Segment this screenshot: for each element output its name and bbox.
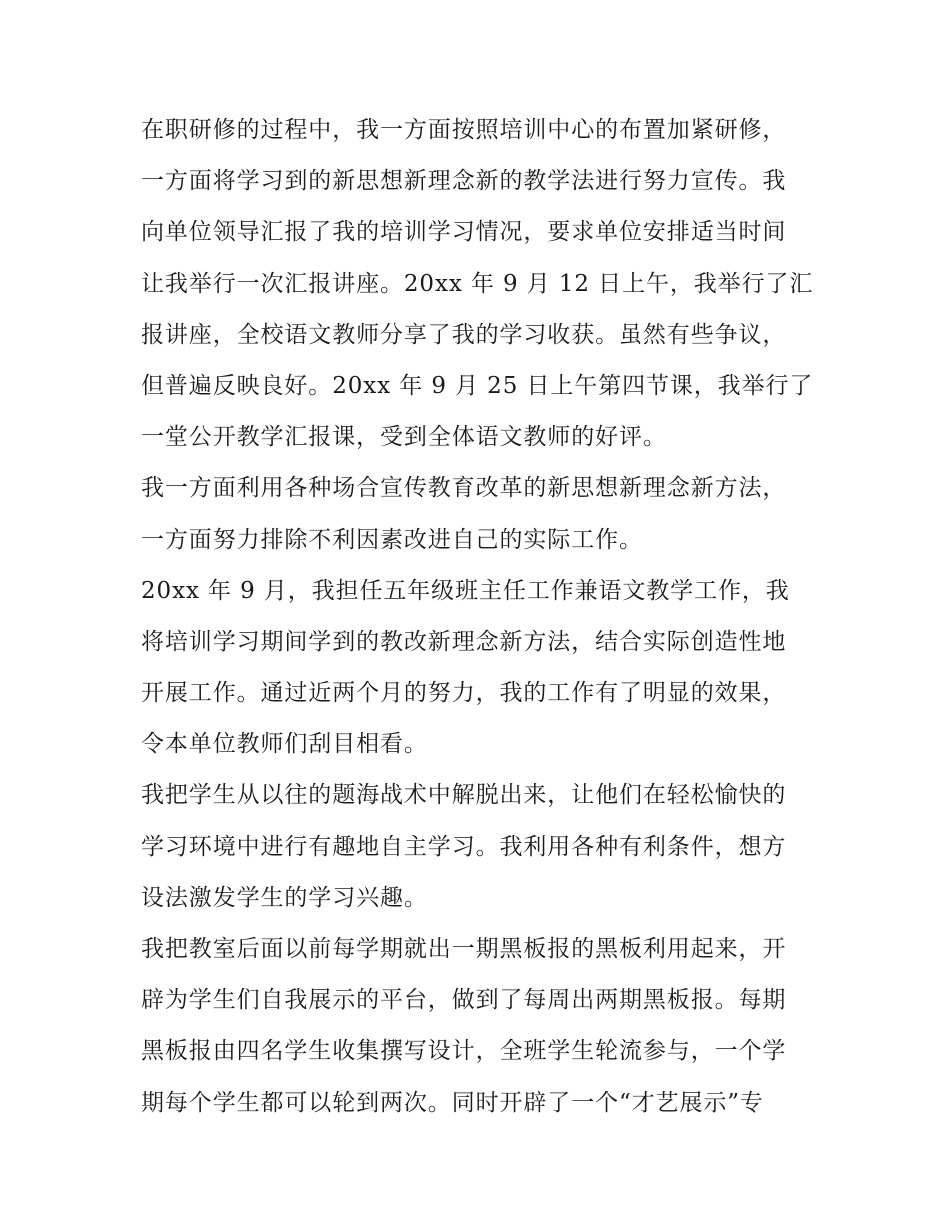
text-line: 期每个学生都可以轮到两次。同时开辟了一个“才艺展示”专 [141,1089,764,1116]
text-line: 我一方面利用各种场合宣传教育改革的新思想新理念新方法， [141,475,787,502]
text-line: 黑板报由四名学生收集撰写设计，全班学生轮流参与，一个学 [141,1038,787,1065]
text-line: 令本单位教师们刮目相看。 [141,731,428,758]
text-line: 在职研修的过程中，我一方面按照培训中心的布置加紧研修， [141,117,787,143]
text-line: 将培训学习期间学到的教改新理念新方法，结合实际创造性地 [141,628,787,655]
text-line: 向单位领导汇报了我的培训学习情况，要求单位安排适当时间 [141,219,787,246]
text-line: 一方面努力排除不利因素改进自己的实际工作。 [141,526,643,553]
text-line: 让我举行一次汇报讲座。20xx 年 9 月 12 日上午，我举行了汇 [141,270,814,297]
text-line: 设法激发学生的学习兴趣。 [141,884,428,911]
text-line: 但普遍反映良好。20xx 年 9 月 25 日上午第四节课，我举行了 [141,372,814,399]
text-line: 学习环境中进行有趣地自主学习。我利用各种有利条件，想方 [141,833,787,860]
text-line: 我把学生从以往的题海战术中解脱出来，让他们在轻松愉快的 [141,782,787,809]
text-line: 报讲座，全校语文教师分享了我的学习收获。虽然有些争议， [141,321,787,348]
text-line: 我把教室后面以前每学期就出一期黑板报的黑板利用起来，开 [141,936,787,962]
text-line: 一方面将学习到的新思想新理念新的教学法进行努力宣传。我 [141,168,787,195]
document-body [141,105,813,1129]
text-line: 20xx 年 9 月，我担任五年级班主任工作兼语文教学工作，我 [141,577,790,604]
text-line: 一堂公开教学汇报课，受到全体语文教师的好评。 [141,424,667,451]
text-line: 辟为学生们自我展示的平台，做到了每周出两期黑板报。每期 [141,987,787,1014]
text-line: 开展工作。通过近两个月的努力，我的工作有了明显的效果， [141,680,787,707]
